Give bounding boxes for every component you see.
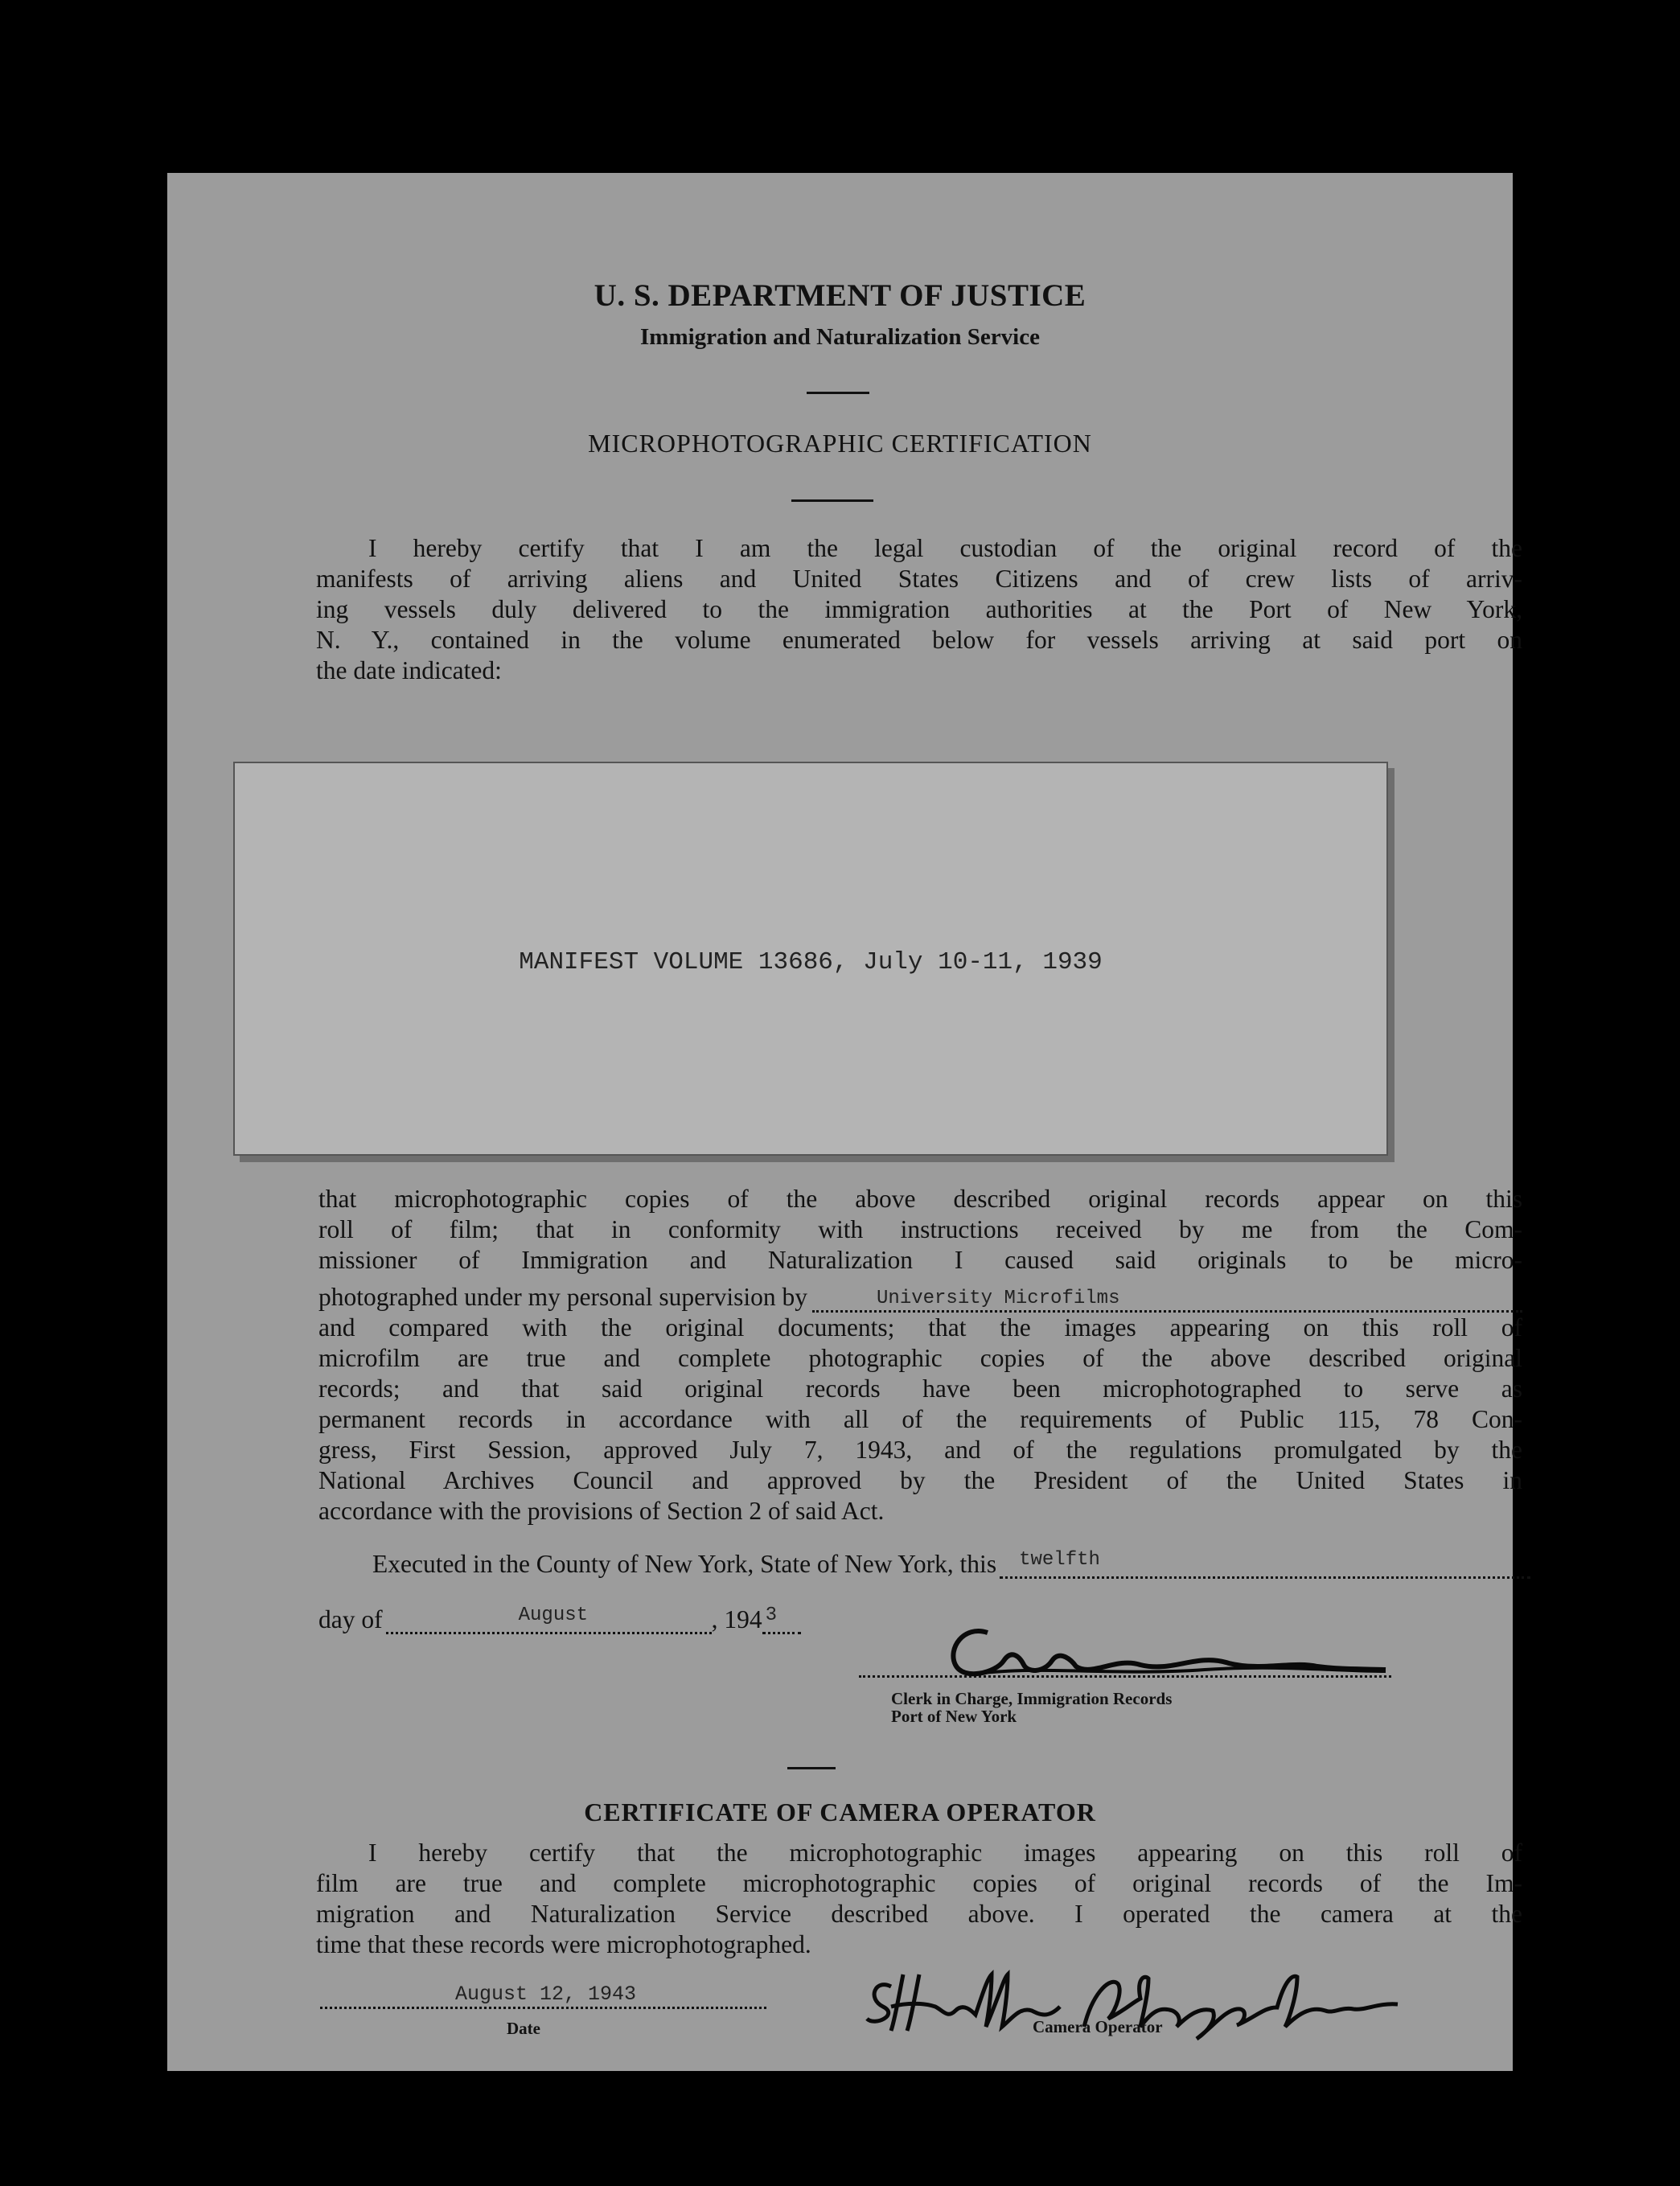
year-prefix: 194 <box>724 1605 762 1633</box>
manifest-insert-slip <box>233 762 1388 1156</box>
section-divider <box>787 1767 836 1769</box>
executed-text: Executed in the County of New York, State of New York, this <box>372 1550 997 1578</box>
day-of-line: day of August , 194 3 <box>318 1605 1042 1634</box>
camera-operator-label: Camera Operator <box>1033 2017 1163 2036</box>
intro-line: manifests of arriving aliens and United States Citizens and of crew lists of arriv- <box>316 565 1522 593</box>
intro-line: I hereby certify that I am the legal custodian of the original record of the <box>368 534 1522 562</box>
camera-certificate-heading: CERTIFICATE OF CAMERA OPERATOR <box>584 1798 1096 1826</box>
intro-paragraph <box>316 533 1522 686</box>
camera-date-value: August 12, 1943 <box>455 1983 637 2006</box>
intro-line: N. Y., contained in the volume enumerated below for vessels arriving at said port on <box>316 626 1522 654</box>
body-line: roll of film; that in conformity with instructions received by me from the Com- <box>318 1215 1522 1243</box>
header-divider-2 <box>791 499 873 502</box>
photographed-by-line <box>318 1282 1522 1313</box>
photographed-by-field <box>812 1286 1522 1313</box>
clerk-title: Clerk in Charge, Immigration Records <box>891 1689 1173 1708</box>
certification-title: MICROPHOTOGRAPHIC CERTIFICATION <box>588 429 1092 458</box>
executed-day-value: twelfth <box>1019 1549 1100 1571</box>
year-digit-value: 3 <box>765 1605 778 1626</box>
photographed-by-value: University Microfilms <box>877 1288 1120 1309</box>
month-value: August <box>518 1605 589 1626</box>
body-line: microfilm are true and complete photographic copies of the above described original <box>318 1344 1522 1372</box>
executed-day-field <box>1000 1549 1530 1579</box>
body-line: that microphotographic copies of the above described original records appear on this <box>318 1185 1522 1213</box>
clerk-port: Port of New York <box>891 1707 1017 1726</box>
camera-date-label: Date <box>507 2019 540 2038</box>
body-line: National Archives Council and approved by the President of the United States in <box>318 1466 1522 1494</box>
intro-line: ing vessels duly delivered to the immigration authorities at the Port of New York, <box>316 595 1522 623</box>
camera-line: film are true and complete microphotographic copies of original records of the Im- <box>316 1869 1522 1897</box>
service-subheading: Immigration and Naturalization Service <box>640 324 1040 350</box>
year-digit-field <box>762 1605 801 1634</box>
certificate-sheet <box>167 173 1522 2071</box>
body-line: gress, First Session, approved July 7, 1943, and of the regulations promulgated by the <box>318 1436 1522 1464</box>
body-line: records; and that said original records have been microphotographed to serve as <box>318 1374 1522 1403</box>
day-of-label: day of <box>318 1605 383 1633</box>
body-line: missioner of Immigration and Naturalization I caused said originals to be micro- <box>318 1246 1522 1274</box>
body-line: and compared with the original documents; that the images appearing on this roll of <box>318 1313 1522 1342</box>
body-line: permanent records in accordance with all of the requirements of Public 115, 78 Con- <box>318 1405 1522 1433</box>
camera-paragraph <box>316 1838 1522 1960</box>
month-field <box>386 1605 712 1634</box>
header-divider-1 <box>807 392 869 394</box>
camera-line: I hereby certify that the microphotographic images appearing on this roll of <box>368 1839 1522 1867</box>
camera-line: migration and Naturalization Service described above. I operated the camera at the <box>316 1900 1522 1928</box>
clerk-signature-image <box>939 1617 1390 1697</box>
body-line: accordance with the provisions of Section 2 of said Act. <box>318 1497 885 1525</box>
camera-line: time that these records were microphotographed. <box>316 1930 811 1958</box>
intro-line: the date indicated: <box>316 656 502 684</box>
body-paragraph <box>318 1184 1522 1527</box>
executed-line <box>372 1550 1530 1579</box>
department-heading: U. S. DEPARTMENT OF JUSTICE <box>594 278 1086 313</box>
manifest-volume-label: MANIFEST VOLUME 13686, July 10-11, 1939 <box>519 948 1103 976</box>
photographed-prefix: photographed under my personal supervision by <box>318 1283 808 1311</box>
